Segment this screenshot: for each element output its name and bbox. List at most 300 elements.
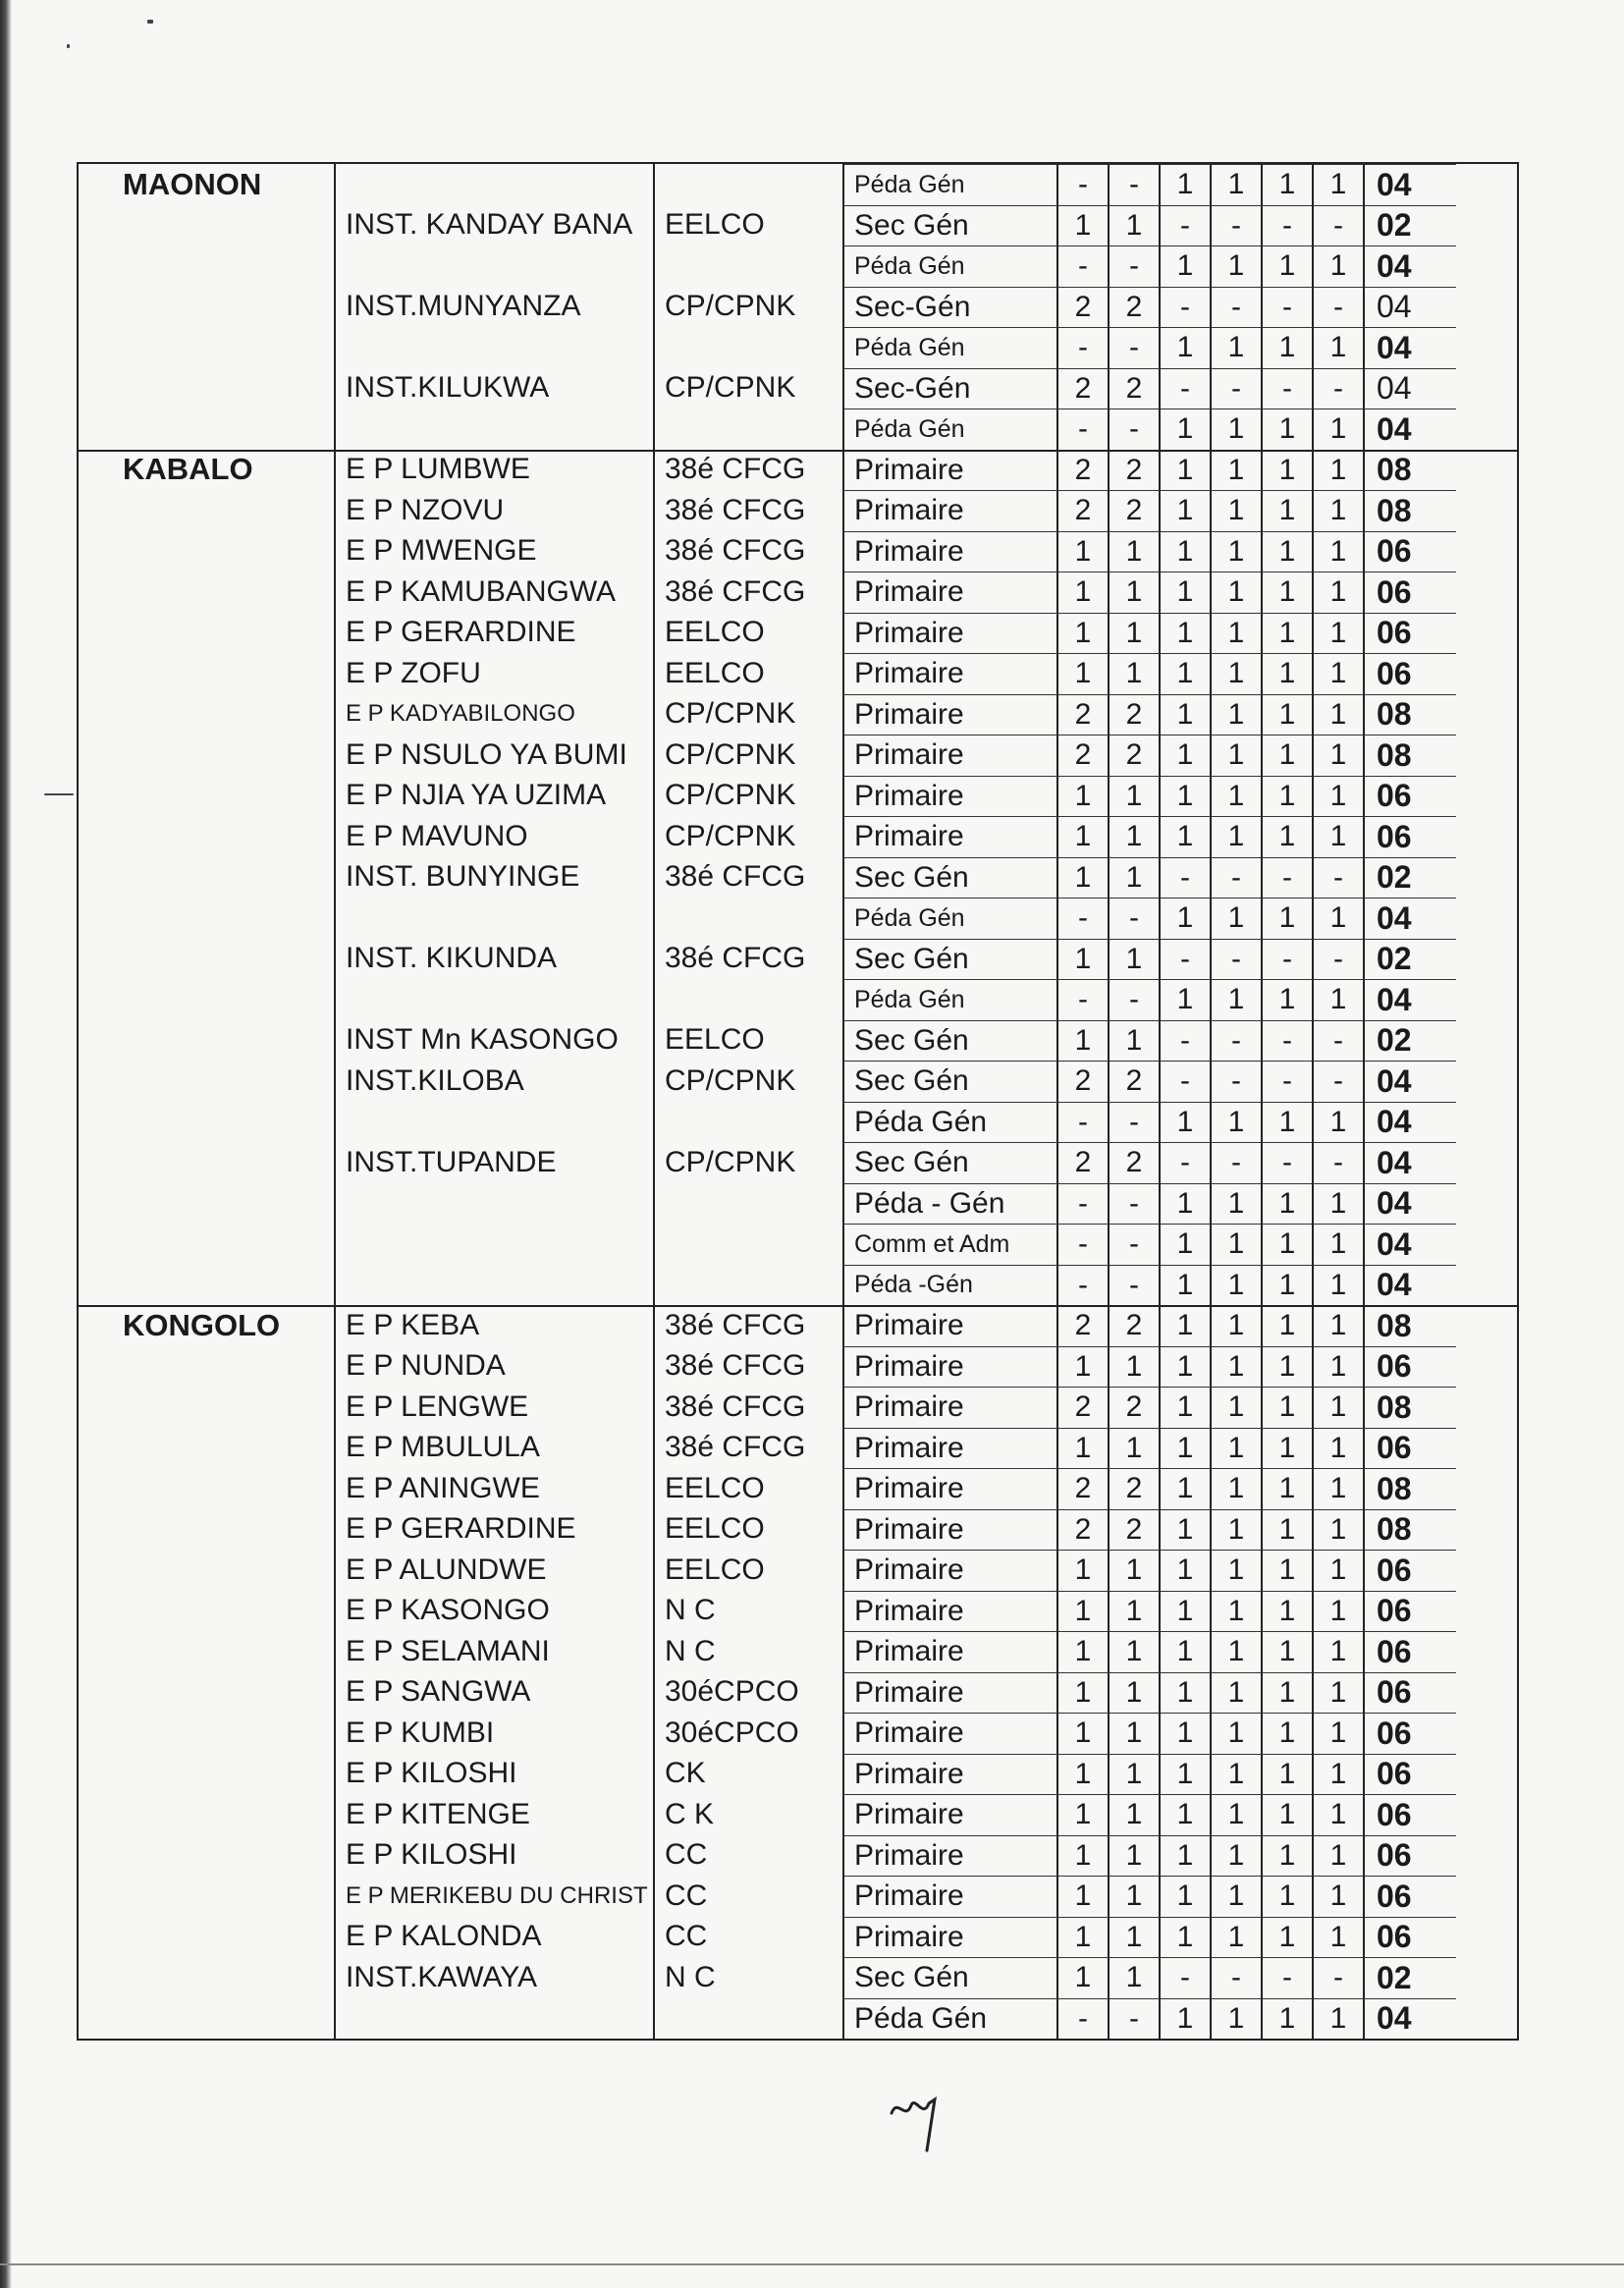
count-cell: 1 — [1161, 245, 1212, 287]
count-cell: 1 — [1314, 613, 1365, 654]
region-cell — [79, 1142, 336, 1183]
count-cell: - — [1263, 205, 1314, 246]
count-cell: 1 — [1212, 1102, 1263, 1143]
count-cell: 2 — [1058, 1509, 1110, 1551]
table-row — [79, 450, 1517, 491]
count-cell: 1 — [1058, 1020, 1110, 1062]
total-cell: 02 — [1365, 1957, 1456, 1998]
count-cell: 1 — [1212, 1998, 1263, 2040]
count-cell: 1 — [1161, 613, 1212, 654]
section-cell: Péda Gén — [844, 245, 1058, 287]
section-cell: Primaire — [844, 816, 1058, 857]
count-cell: - — [1161, 939, 1212, 980]
count-cell: 1 — [1263, 776, 1314, 817]
count-cell: - — [1058, 164, 1110, 205]
section-cell: Primaire — [844, 653, 1058, 694]
count-cell: 2 — [1110, 287, 1161, 328]
count-cell: 1 — [1314, 1509, 1365, 1551]
count-cell: 1 — [1212, 1631, 1263, 1672]
gestion-cell — [655, 327, 844, 368]
count-cell: 1 — [1110, 1631, 1161, 1672]
section-cell: Péda Gén — [844, 898, 1058, 939]
total-cell: 06 — [1365, 1346, 1456, 1388]
count-cell: 1 — [1161, 1305, 1212, 1346]
region-cell — [79, 857, 336, 899]
table-row — [79, 1387, 1517, 1428]
count-cell: - — [1314, 287, 1365, 328]
count-cell: 1 — [1263, 1224, 1314, 1265]
count-cell: 1 — [1110, 572, 1161, 613]
table-row — [79, 857, 1517, 899]
count-cell: 1 — [1314, 1428, 1365, 1469]
total-cell: 06 — [1365, 572, 1456, 613]
table-row — [79, 164, 1517, 205]
count-cell: 1 — [1314, 1305, 1365, 1346]
total-cell: 04 — [1365, 409, 1456, 450]
table-row — [79, 653, 1517, 694]
total-cell: 04 — [1365, 287, 1456, 328]
region-cell — [79, 1061, 336, 1102]
region-cell — [79, 1957, 336, 1998]
count-cell: 1 — [1058, 1346, 1110, 1388]
school-name-cell: E P KASONGO — [336, 1591, 655, 1632]
count-cell: 1 — [1110, 1754, 1161, 1795]
count-cell: - — [1314, 857, 1365, 899]
count-cell: - — [1161, 857, 1212, 899]
count-cell: - — [1161, 1957, 1212, 1998]
count-cell: 1 — [1314, 1468, 1365, 1509]
count-cell: 1 — [1212, 1672, 1263, 1714]
total-cell: 06 — [1365, 1672, 1456, 1714]
count-cell: - — [1161, 205, 1212, 246]
total-cell: 02 — [1365, 205, 1456, 246]
count-cell: 2 — [1110, 1142, 1161, 1183]
count-cell: 2 — [1110, 1509, 1161, 1551]
count-cell: 1 — [1263, 1754, 1314, 1795]
count-cell: 1 — [1212, 776, 1263, 817]
count-cell: - — [1212, 1957, 1263, 1998]
gestion-cell: EELCO — [655, 1509, 844, 1551]
section-cell: Sec Gén — [844, 1020, 1058, 1062]
total-cell: 04 — [1365, 327, 1456, 368]
school-name-cell: INST Mn KASONGO — [336, 1020, 655, 1062]
section-cell: Primaire — [844, 1305, 1058, 1346]
school-name-cell: E P SELAMANI — [336, 1631, 655, 1672]
count-cell: - — [1263, 1061, 1314, 1102]
count-cell: 1 — [1263, 1387, 1314, 1428]
count-cell: 1 — [1314, 1346, 1365, 1388]
total-cell: 04 — [1365, 1102, 1456, 1143]
count-cell: 1 — [1212, 245, 1263, 287]
gestion-cell: CC — [655, 1876, 844, 1917]
table-row — [79, 1672, 1517, 1714]
count-cell: - — [1110, 1224, 1161, 1265]
gestion-cell: CP/CPNK — [655, 816, 844, 857]
count-cell: 1 — [1212, 979, 1263, 1020]
count-cell: 1 — [1263, 613, 1314, 654]
table-row — [79, 1835, 1517, 1877]
count-cell: 1 — [1058, 1428, 1110, 1469]
count-cell: 1 — [1212, 613, 1263, 654]
table-row — [79, 979, 1517, 1020]
count-cell: 1 — [1314, 409, 1365, 450]
school-name-cell: E P MERIKEBU DU CHRIST — [336, 1876, 655, 1917]
count-cell: 1 — [1161, 1346, 1212, 1388]
school-name-cell — [336, 409, 655, 450]
count-cell: 1 — [1161, 1794, 1212, 1835]
count-cell: 1 — [1263, 1876, 1314, 1917]
count-cell: 2 — [1110, 1061, 1161, 1102]
table-row — [79, 898, 1517, 939]
count-cell: 1 — [1058, 572, 1110, 613]
total-cell: 04 — [1365, 979, 1456, 1020]
count-cell: 2 — [1058, 694, 1110, 735]
count-cell: - — [1314, 1957, 1365, 1998]
total-cell: 08 — [1365, 735, 1456, 776]
count-cell: 1 — [1161, 1102, 1212, 1143]
section-cell: Primaire — [844, 1387, 1058, 1428]
gestion-cell — [655, 1998, 844, 2040]
gestion-cell: 38é CFCG — [655, 1346, 844, 1388]
region-cell — [79, 287, 336, 328]
table-row — [79, 1265, 1517, 1306]
table-row — [79, 572, 1517, 613]
gestion-cell: N C — [655, 1957, 844, 1998]
table-row — [79, 205, 1517, 246]
gestion-cell — [655, 979, 844, 1020]
count-cell: 1 — [1110, 1917, 1161, 1958]
count-cell: - — [1212, 1142, 1263, 1183]
count-cell: 1 — [1212, 1713, 1263, 1754]
school-name-cell — [336, 898, 655, 939]
gestion-cell — [655, 1224, 844, 1265]
count-cell: 2 — [1058, 368, 1110, 409]
count-cell: 1 — [1314, 1672, 1365, 1714]
count-cell: 1 — [1161, 1428, 1212, 1469]
total-cell: 04 — [1365, 1265, 1456, 1306]
count-cell: 1 — [1161, 1265, 1212, 1306]
school-name-cell: E P MWENGE — [336, 531, 655, 572]
total-cell: 06 — [1365, 816, 1456, 857]
table-row — [79, 1754, 1517, 1795]
count-cell: 1 — [1314, 572, 1365, 613]
section-cell: Sec Gén — [844, 205, 1058, 246]
count-cell: 1 — [1161, 1183, 1212, 1225]
count-cell: 1 — [1161, 694, 1212, 735]
count-cell: 1 — [1212, 735, 1263, 776]
region-cell — [79, 1998, 336, 2040]
gestion-cell: N C — [655, 1631, 844, 1672]
total-cell: 04 — [1365, 1142, 1456, 1183]
count-cell: 1 — [1263, 1305, 1314, 1346]
count-cell: - — [1110, 327, 1161, 368]
count-cell: 1 — [1314, 735, 1365, 776]
count-cell: 1 — [1212, 816, 1263, 857]
gestion-cell: EELCO — [655, 1468, 844, 1509]
section-cell: Primaire — [844, 1346, 1058, 1388]
count-cell: 1 — [1110, 1428, 1161, 1469]
count-cell: 1 — [1263, 1794, 1314, 1835]
region-cell: MAONON — [79, 164, 336, 205]
section-cell: Péda Gén — [844, 164, 1058, 205]
gestion-cell: CC — [655, 1917, 844, 1958]
gestion-cell: EELCO — [655, 1020, 844, 1062]
count-cell: 1 — [1161, 1672, 1212, 1714]
count-cell: - — [1110, 1183, 1161, 1225]
region-cell — [79, 816, 336, 857]
count-cell: 1 — [1161, 327, 1212, 368]
region-cell — [79, 1265, 336, 1306]
total-cell: 02 — [1365, 939, 1456, 980]
count-cell: 1 — [1212, 409, 1263, 450]
section-cell: Primaire — [844, 1672, 1058, 1714]
region-cell — [79, 572, 336, 613]
count-cell: 1 — [1263, 327, 1314, 368]
school-name-cell: E P ZOFU — [336, 653, 655, 694]
count-cell: 1 — [1263, 1998, 1314, 2040]
count-cell: - — [1263, 1020, 1314, 1062]
count-cell: 1 — [1263, 979, 1314, 1020]
total-cell: 06 — [1365, 1794, 1456, 1835]
table-row — [79, 1346, 1517, 1388]
school-name-cell: E P LENGWE — [336, 1387, 655, 1428]
region-cell — [79, 1183, 336, 1225]
count-cell: 1 — [1161, 1998, 1212, 2040]
count-cell: - — [1212, 857, 1263, 899]
count-cell: 1 — [1314, 327, 1365, 368]
section-cell: Primaire — [844, 1468, 1058, 1509]
table-row — [79, 939, 1517, 980]
count-cell: 1 — [1314, 245, 1365, 287]
count-cell: 1 — [1314, 1550, 1365, 1591]
count-cell: - — [1161, 368, 1212, 409]
count-cell: 1 — [1263, 898, 1314, 939]
count-cell: - — [1058, 1183, 1110, 1225]
count-cell: 1 — [1212, 898, 1263, 939]
count-cell: 1 — [1161, 1509, 1212, 1551]
count-cell: 1 — [1161, 531, 1212, 572]
table-row — [79, 1305, 1517, 1346]
count-cell: - — [1058, 979, 1110, 1020]
total-cell: 06 — [1365, 776, 1456, 817]
count-cell: 1 — [1058, 1876, 1110, 1917]
section-cell: Primaire — [844, 735, 1058, 776]
count-cell: 1 — [1110, 613, 1161, 654]
gestion-cell: CK — [655, 1754, 844, 1795]
gestion-cell: CP/CPNK — [655, 368, 844, 409]
count-cell: 1 — [1263, 1550, 1314, 1591]
count-cell: - — [1110, 898, 1161, 939]
count-cell: 2 — [1110, 1468, 1161, 1509]
school-name-cell — [336, 1265, 655, 1306]
count-cell: 1 — [1058, 653, 1110, 694]
gestion-cell: CP/CPNK — [655, 1061, 844, 1102]
gestion-cell: 38é CFCG — [655, 939, 844, 980]
school-name-cell — [336, 979, 655, 1020]
count-cell: 1 — [1212, 1794, 1263, 1835]
count-cell: 1 — [1263, 531, 1314, 572]
count-cell: 1 — [1110, 1672, 1161, 1714]
count-cell: 1 — [1212, 1265, 1263, 1306]
count-cell: - — [1058, 1102, 1110, 1143]
section-cell: Primaire — [844, 1713, 1058, 1754]
count-cell: 1 — [1161, 1387, 1212, 1428]
count-cell: - — [1314, 368, 1365, 409]
total-cell: 06 — [1365, 1428, 1456, 1469]
count-cell: 2 — [1058, 1142, 1110, 1183]
count-cell: - — [1212, 1061, 1263, 1102]
school-name-cell: INST. KIKUNDA — [336, 939, 655, 980]
table-row — [79, 287, 1517, 328]
count-cell: 1 — [1212, 164, 1263, 205]
school-name-cell — [336, 164, 655, 205]
table-row — [79, 1061, 1517, 1102]
section-cell: Sec Gén — [844, 1061, 1058, 1102]
school-name-cell: INST.MUNYANZA — [336, 287, 655, 328]
count-cell: 1 — [1314, 653, 1365, 694]
page-bottom-rule — [0, 2263, 1624, 2265]
count-cell: 1 — [1161, 1835, 1212, 1877]
count-cell: 1 — [1058, 1672, 1110, 1714]
gestion-cell: CP/CPNK — [655, 735, 844, 776]
count-cell: 1 — [1212, 531, 1263, 572]
school-name-cell: E P MAVUNO — [336, 816, 655, 857]
gestion-cell: CP/CPNK — [655, 776, 844, 817]
count-cell: 1 — [1212, 1387, 1263, 1428]
school-name-cell: E P KILOSHI — [336, 1754, 655, 1795]
region-cell — [79, 1224, 336, 1265]
count-cell: 1 — [1314, 1876, 1365, 1917]
count-cell: 1 — [1161, 409, 1212, 450]
gestion-cell: 30éCPCO — [655, 1672, 844, 1714]
count-cell: 1 — [1110, 1794, 1161, 1835]
count-cell: - — [1263, 1142, 1314, 1183]
count-cell: 1 — [1263, 1468, 1314, 1509]
scan-speck — [147, 20, 153, 24]
table-row — [79, 776, 1517, 817]
school-name-cell: E P KAMUBANGWA — [336, 572, 655, 613]
table-row — [79, 409, 1517, 450]
total-cell: 04 — [1365, 1998, 1456, 2040]
section-cell: Primaire — [844, 1876, 1058, 1917]
count-cell: 1 — [1161, 1468, 1212, 1509]
count-cell: 1 — [1314, 164, 1365, 205]
table-row — [79, 1957, 1517, 1998]
total-cell: 06 — [1365, 1713, 1456, 1754]
count-cell: 1 — [1263, 1713, 1314, 1754]
count-cell: 1 — [1058, 1591, 1110, 1632]
count-cell: 1 — [1212, 1468, 1263, 1509]
count-cell: - — [1314, 939, 1365, 980]
count-cell: 1 — [1110, 1346, 1161, 1388]
table-row — [79, 1142, 1517, 1183]
count-cell: 1 — [1110, 1835, 1161, 1877]
region-cell — [79, 1550, 336, 1591]
count-cell: 1 — [1110, 205, 1161, 246]
section-cell: Péda Gén — [844, 1998, 1058, 2040]
total-cell: 02 — [1365, 857, 1456, 899]
region-cell — [79, 327, 336, 368]
count-cell: 1 — [1314, 979, 1365, 1020]
section-cell: Primaire — [844, 490, 1058, 531]
gestion-cell: 38é CFCG — [655, 1428, 844, 1469]
count-cell: 1 — [1212, 1224, 1263, 1265]
count-cell: 1 — [1058, 1835, 1110, 1877]
count-cell: - — [1110, 1265, 1161, 1306]
count-cell: - — [1110, 409, 1161, 450]
gestion-cell — [655, 245, 844, 287]
count-cell: 1 — [1314, 1183, 1365, 1225]
count-cell: - — [1110, 1102, 1161, 1143]
region-cell — [79, 409, 336, 450]
section-cell: Primaire — [844, 450, 1058, 491]
gestion-cell: CP/CPNK — [655, 287, 844, 328]
school-name-cell: E P LUMBWE — [336, 450, 655, 491]
count-cell: - — [1263, 939, 1314, 980]
count-cell: 1 — [1110, 939, 1161, 980]
count-cell: 1 — [1058, 531, 1110, 572]
region-cell — [79, 613, 336, 654]
count-cell: 1 — [1263, 1672, 1314, 1714]
scan-speck — [44, 793, 74, 795]
count-cell: 1 — [1263, 694, 1314, 735]
count-cell: - — [1058, 1998, 1110, 2040]
table-row — [79, 735, 1517, 776]
total-cell: 04 — [1365, 368, 1456, 409]
region-cell — [79, 1631, 336, 1672]
gestion-cell — [655, 409, 844, 450]
section-cell: Sec Gén — [844, 939, 1058, 980]
school-name-cell — [336, 1102, 655, 1143]
count-cell: 1 — [1212, 1346, 1263, 1388]
count-cell: 1 — [1263, 409, 1314, 450]
count-cell: 1 — [1212, 1509, 1263, 1551]
school-name-cell — [336, 1224, 655, 1265]
total-cell: 06 — [1365, 613, 1456, 654]
total-cell: 06 — [1365, 1550, 1456, 1591]
total-cell: 04 — [1365, 164, 1456, 205]
count-cell: - — [1110, 245, 1161, 287]
count-cell: 1 — [1110, 776, 1161, 817]
count-cell: 1 — [1212, 1835, 1263, 1877]
section-cell: Primaire — [844, 1591, 1058, 1632]
school-name-cell: E P NJIA YA UZIMA — [336, 776, 655, 817]
count-cell: 1 — [1161, 1631, 1212, 1672]
table-row — [79, 1917, 1517, 1958]
gestion-cell — [655, 164, 844, 205]
region-cell — [79, 1346, 336, 1388]
count-cell: 1 — [1263, 1265, 1314, 1306]
count-cell: 2 — [1110, 694, 1161, 735]
count-cell: 1 — [1161, 898, 1212, 939]
schools-table — [77, 162, 1519, 2041]
count-cell: 1 — [1110, 1876, 1161, 1917]
gestion-cell: EELCO — [655, 653, 844, 694]
count-cell: 1 — [1161, 1224, 1212, 1265]
table-row — [79, 1998, 1517, 2040]
region-cell — [79, 1591, 336, 1632]
gestion-cell — [655, 898, 844, 939]
count-cell: 1 — [1314, 1754, 1365, 1795]
count-cell: 1 — [1314, 898, 1365, 939]
region-cell — [79, 205, 336, 246]
section-cell: Primaire — [844, 776, 1058, 817]
section-cell: Primaire — [844, 1917, 1058, 1958]
section-cell: Primaire — [844, 613, 1058, 654]
count-cell: 1 — [1314, 490, 1365, 531]
total-cell: 04 — [1365, 898, 1456, 939]
region-cell — [79, 1509, 336, 1551]
